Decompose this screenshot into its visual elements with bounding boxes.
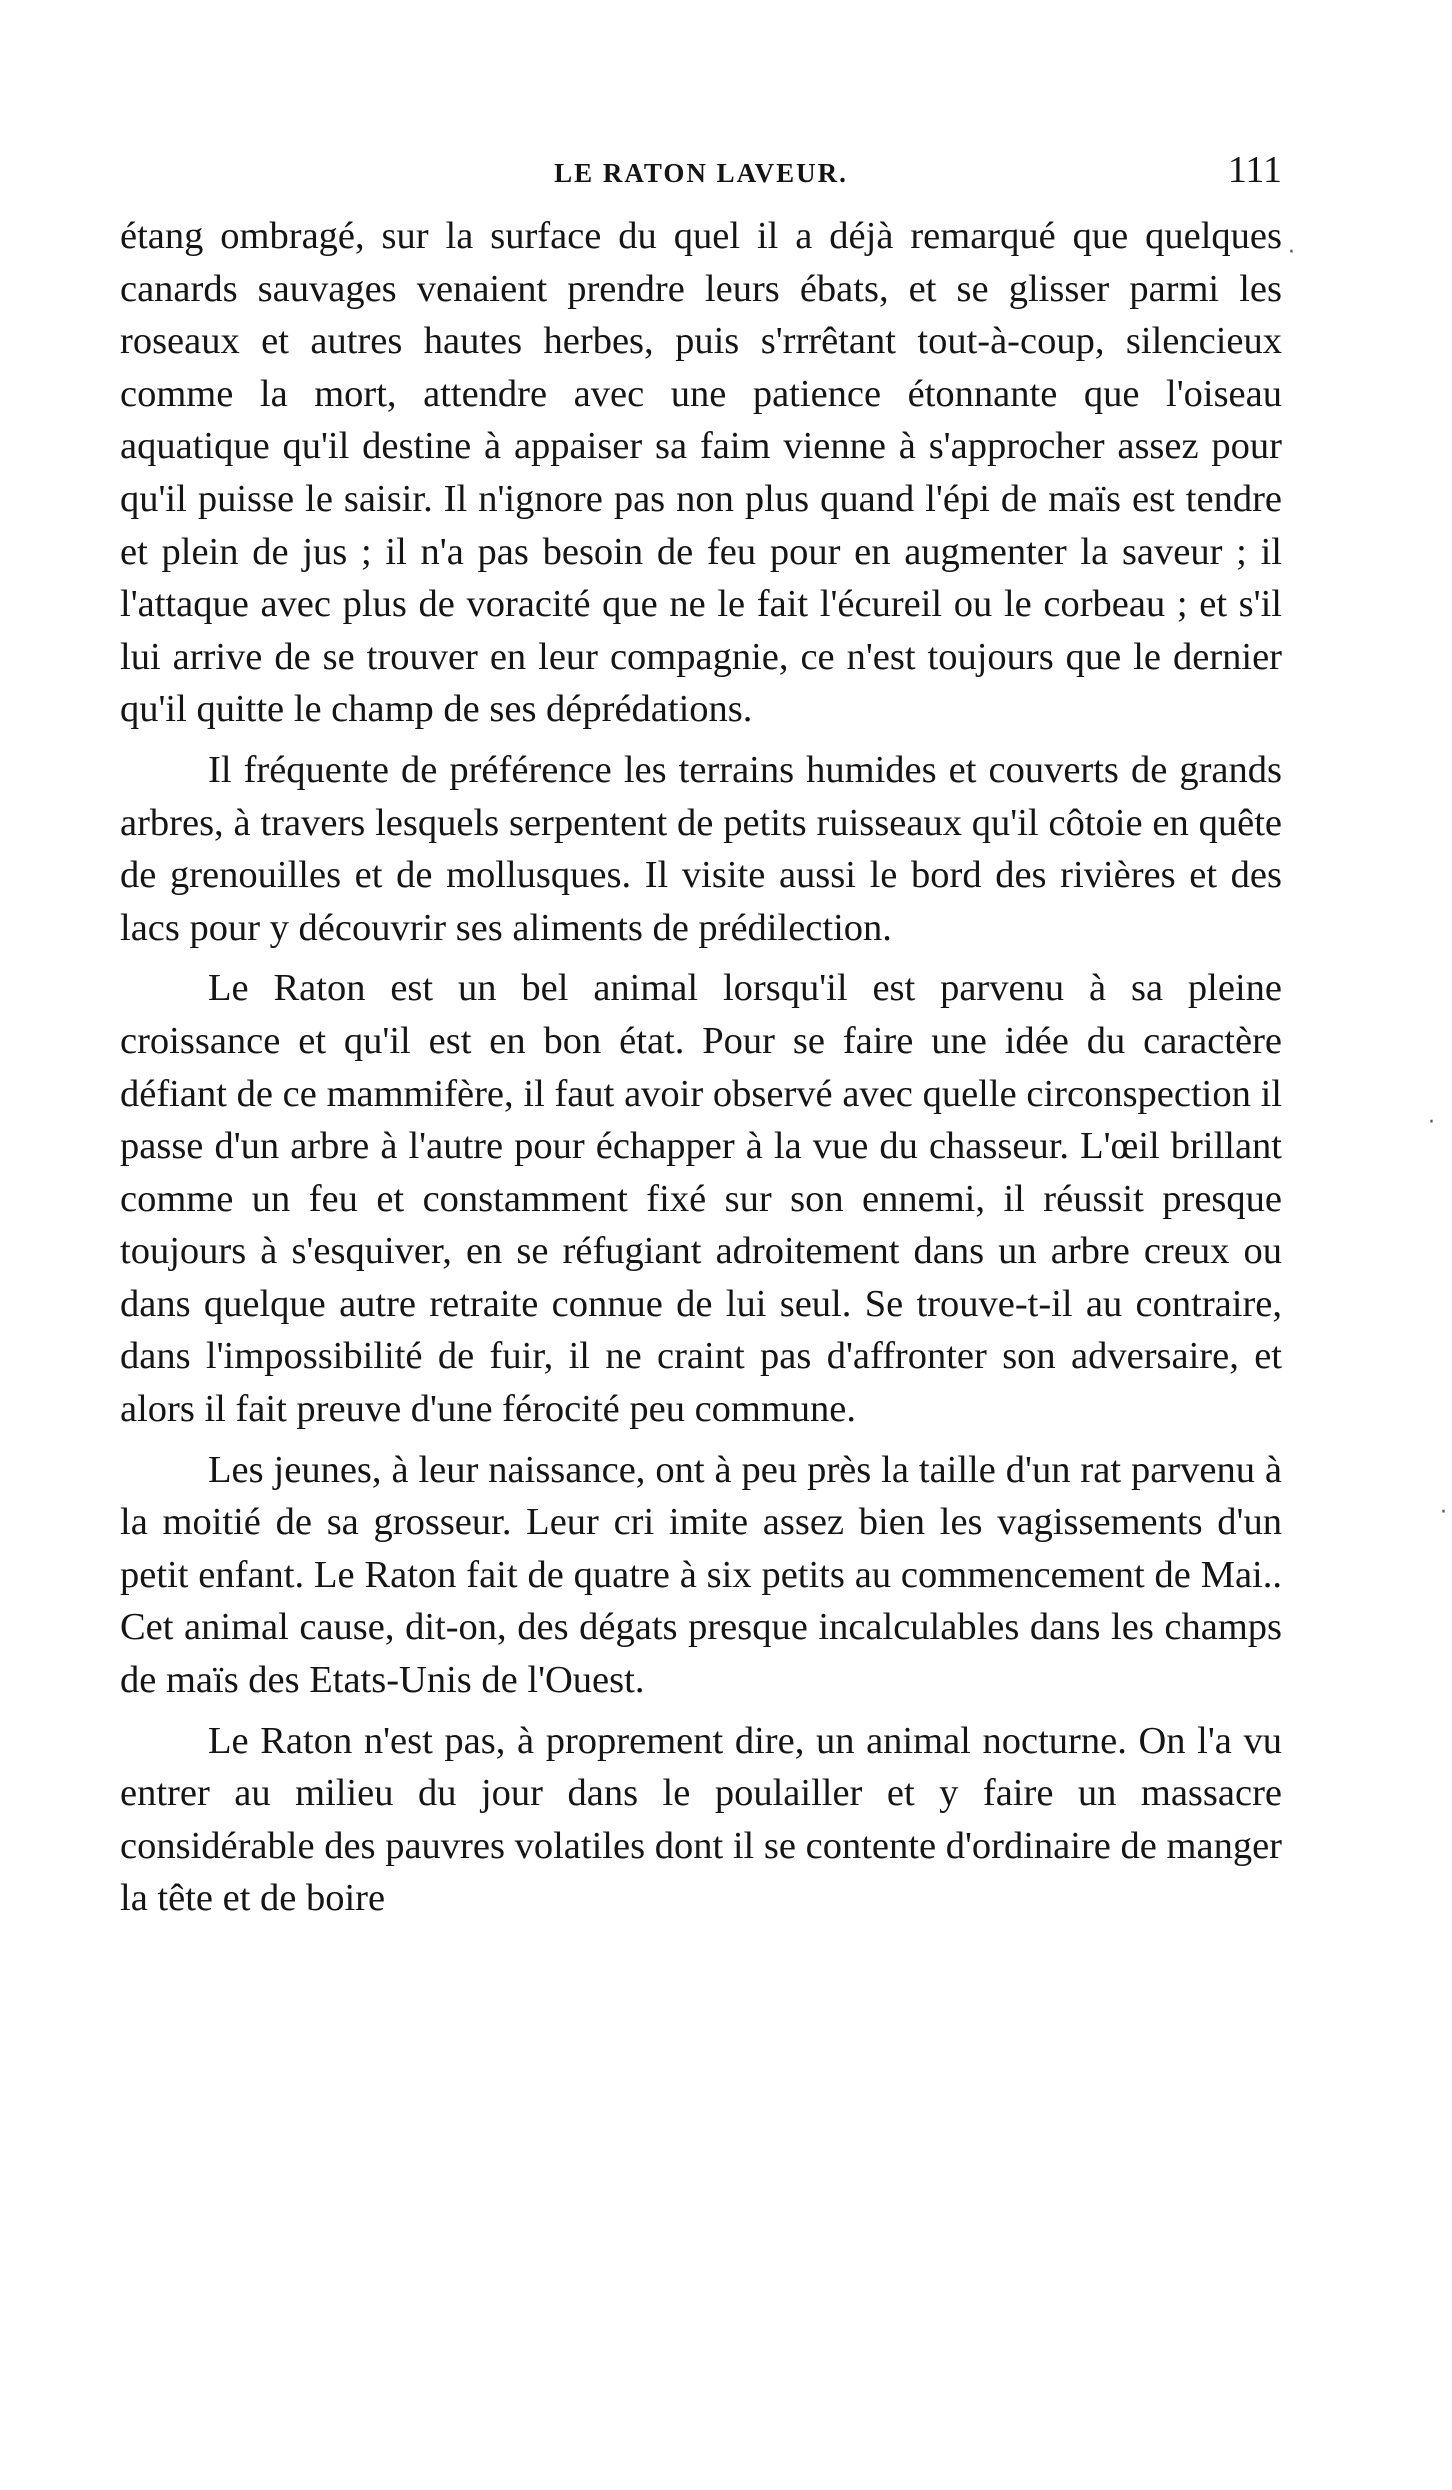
paragraph-4: Les jeunes, à leur naissance, ont à peu près la taille d'un rat parvenu à la moitié de sa grosseur. Leur cri imite assez bien les vagissements d'un petit enfant. Le Raton fait de quatre à six petits au commencement de Mai.. Cet animal cause, dit-on, des dégats presque incalculables dans les champs de maïs des Etats-Unis de l'Ouest. <box>120 1448 1282 1702</box>
paragraph-3: Le Raton est un bel animal lorsqu'il est parvenu à sa pleine croissance et qu'il est en bon état. Pour se faire une idée du caractère défiant de ce mammifère, il faut avoir observé avec quelle circonspection il passe d'un arbre à l'autre pour échapper à la vue du chasseur. L'œil brillant comme un feu et constamment fixé sur son ennemi, il réussit presque toujours à s'esquiver, en se réfugiant adroitement dans un arbre creux ou dans quelque autre retraite connue de lui seul. Se trouve-t-il au contraire, dans l'impossibilité de fuir, il ne craint pas d'affronter son adversaire, et alors il fait preuve d'une férocité peu commune. <box>120 967 1282 1431</box>
paragraph-2: Il fréquente de préférence les terrains humides et couverts de grands arbres, à travers lesquels serpentent de petits ruisseaux qu'il côtoie en quête de grenouilles et de mollusques. Il visite aussi le bord des rivières et des lacs pour y découvrir ses aliments de prédilection. <box>120 748 1282 949</box>
paragraph-1: étang ombragé, sur la surface du quel il a déjà remarqué que quelques canards sauvages venaient prendre leurs ébats, et se glisser parmi les roseaux et autres hautes herbes, puis s'rrrêtant tout-à-coup, silencieux comme la mort, attendre avec une patience étonnante que l'oiseau aquatique qu'il destine à appaiser sa faim vienne à s'approcher assez pour qu'il puisse le saisir. Il n'ignore pas non plus quand l'épi de maïs est tendre et plein de jus ; il n'a pas besoin de feu pour en augmenter la saveur ; il l'attaque avec plus de voracité que ne le fait l'écureil ou le corbeau ; et s'il lui arrive de se trouver en leur compagnie, ce n'est toujours que le dernier qu'il quitte le champ de ses déprédations. <box>120 215 1282 731</box>
body-text <box>120 210 1282 1925</box>
margin-speck-3: · <box>1440 1500 1447 1525</box>
paragraph-5: Le Raton n'est pas, à proprement dire, un animal nocturne. On l'a vu entrer au milieu du jour dans le poulailler et y faire un massacre considérable des pauvres volatiles dont il se contente d'ordinaire de manger la tête et de boire <box>120 1719 1282 1920</box>
book-page <box>120 140 1282 1933</box>
page-header <box>120 140 1282 210</box>
margin-speck-2: · <box>1428 1110 1435 1135</box>
page-number: 111 <box>1227 149 1282 191</box>
running-title: LE RATON LAVEUR. <box>554 158 848 188</box>
margin-speck-1: · <box>1288 240 1295 265</box>
